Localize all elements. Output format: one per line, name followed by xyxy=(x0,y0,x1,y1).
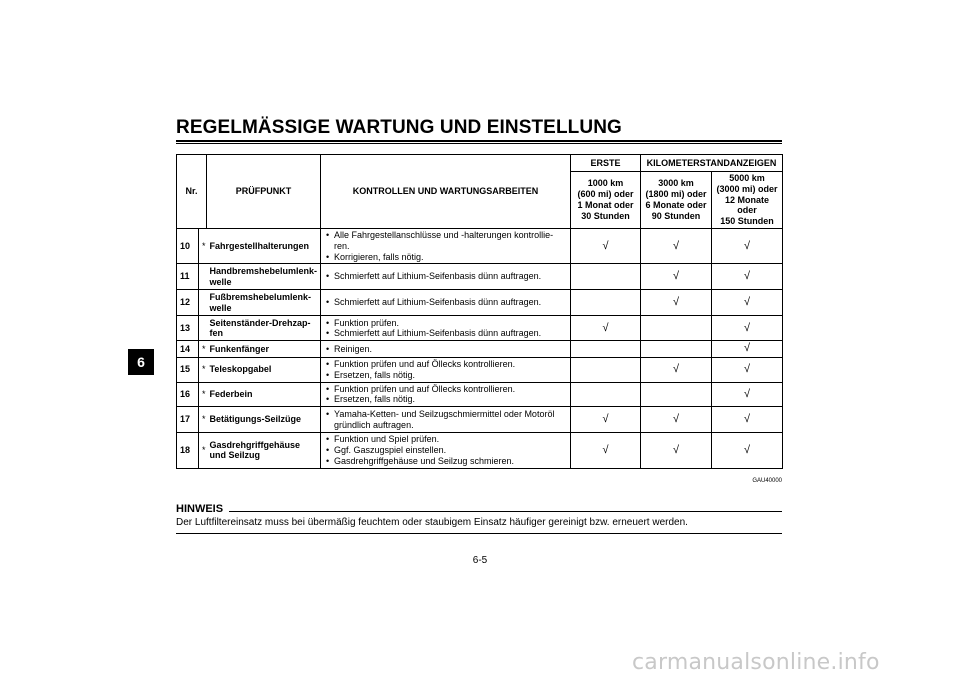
task-item: • Funktion prüfen und auf Öllecks kontrollieren. xyxy=(326,359,567,370)
row-point: Betätigungs-Seilzüge xyxy=(207,407,321,433)
row-star: * xyxy=(199,357,207,382)
page-title: REGELMÄSSIGE WARTUNG UND EINSTELLUNG xyxy=(176,117,622,138)
row-tasks xyxy=(321,228,571,263)
row-star xyxy=(199,264,207,290)
row-number: 10 xyxy=(177,228,199,263)
header-first: ERSTE xyxy=(571,155,641,172)
check-mark xyxy=(571,290,641,316)
row-tasks xyxy=(321,264,571,290)
task-item: • Gasdrehgriffgehäuse und Seilzug schmieren. xyxy=(326,456,567,467)
title-rule-thin xyxy=(176,143,782,144)
check-mark xyxy=(571,264,641,290)
watermark: carmanualsonline.info xyxy=(632,650,880,675)
row-point: Gasdrehgriffgehäuse und Seilzug xyxy=(207,433,321,468)
row-tasks xyxy=(321,407,571,433)
table-row xyxy=(177,357,783,382)
table-row xyxy=(177,382,783,407)
hinweis-bottom-rule xyxy=(176,533,782,534)
check-mark: √ xyxy=(712,316,783,341)
row-star: * xyxy=(199,228,207,263)
check-mark: √ xyxy=(641,357,712,382)
row-point: Handbremshebelumlenk- welle xyxy=(207,264,321,290)
header-interval-1: 1000 km (600 mi) oder 1 Monat oder 30 Stunden xyxy=(571,172,641,229)
check-mark xyxy=(571,382,641,407)
row-point: Federbein xyxy=(207,382,321,407)
header-interval-3: 5000 km (3000 mi) oder 12 Monate oder 150 Stunden xyxy=(712,172,783,229)
check-mark: √ xyxy=(712,357,783,382)
row-star: * xyxy=(199,341,207,357)
table-row xyxy=(177,316,783,341)
table-row xyxy=(177,264,783,290)
row-point: Teleskopgabel xyxy=(207,357,321,382)
row-tasks xyxy=(321,341,571,357)
check-mark: √ xyxy=(641,290,712,316)
row-point: Funkenfänger xyxy=(207,341,321,357)
task-item: • Funktion prüfen. xyxy=(326,318,567,329)
task-item: • Ersetzen, falls nötig. xyxy=(326,394,567,405)
check-mark: √ xyxy=(571,228,641,263)
check-mark: √ xyxy=(641,407,712,433)
check-mark: √ xyxy=(712,341,783,357)
check-mark: √ xyxy=(712,264,783,290)
row-tasks xyxy=(321,382,571,407)
row-tasks xyxy=(321,433,571,468)
task-item: • Korrigieren, falls nötig. xyxy=(326,252,567,263)
task-item: • Funktion prüfen und auf Öllecks kontrollieren. xyxy=(326,384,567,395)
table-row xyxy=(177,341,783,357)
row-point: Fußbremshebelumlenk- welle xyxy=(207,290,321,316)
hinweis-text: Der Luftfiltereinsatz muss bei übermäßig feuchtem oder staubigem Einsatz häufiger gereinigt bzw. erneuert werden. xyxy=(176,517,688,528)
check-mark: √ xyxy=(571,433,641,468)
row-number: 17 xyxy=(177,407,199,433)
row-point: Fahrgestellhalterungen xyxy=(207,228,321,263)
row-number: 12 xyxy=(177,290,199,316)
maintenance-table xyxy=(176,154,783,469)
check-mark xyxy=(641,382,712,407)
task-item: • Schmierfett auf Lithium-Seifenbasis dünn auftragen. xyxy=(326,297,567,308)
document-code: GAU40000 xyxy=(752,478,782,484)
check-mark: √ xyxy=(641,228,712,263)
page-number: 6-5 xyxy=(472,555,488,566)
title-rule xyxy=(176,140,782,142)
row-tasks xyxy=(321,316,571,341)
check-mark xyxy=(571,341,641,357)
row-number: 15 xyxy=(177,357,199,382)
table-row xyxy=(177,407,783,433)
hinweis-label: HINWEIS xyxy=(176,503,224,515)
check-mark: √ xyxy=(641,264,712,290)
task-item: • Alle Fahrgestellanschlüsse und -halterungen kontrollie- ren. xyxy=(326,230,567,252)
row-star: * xyxy=(199,382,207,407)
header-tasks: KONTROLLEN UND WARTUNGSARBEITEN xyxy=(321,155,571,229)
row-point: Seitenständer-Drehzap- fen xyxy=(207,316,321,341)
task-item: • Ersetzen, falls nötig. xyxy=(326,370,567,381)
task-item: • Ggf. Gaszugspiel einstellen. xyxy=(326,445,567,456)
row-number: 18 xyxy=(177,433,199,468)
task-item: • Yamaha-Ketten- und Seilzugschmiermittel oder Motoröl gründlich auftragen. xyxy=(326,409,567,431)
check-mark xyxy=(571,357,641,382)
check-mark: √ xyxy=(571,316,641,341)
chapter-tab: 6 xyxy=(128,349,154,375)
check-mark: √ xyxy=(712,407,783,433)
header-interval-2: 3000 km (1800 mi) oder 6 Monate oder 90 Stunden xyxy=(641,172,712,229)
task-item: • Schmierfett auf Lithium-Seifenbasis dünn auftragen. xyxy=(326,328,567,339)
header-odometer: KILOMETERSTANDANZEIGEN xyxy=(641,155,783,172)
row-tasks xyxy=(321,357,571,382)
row-star xyxy=(199,316,207,341)
check-mark xyxy=(641,316,712,341)
row-number: 11 xyxy=(177,264,199,290)
check-mark: √ xyxy=(712,382,783,407)
row-star: * xyxy=(199,433,207,468)
table-row xyxy=(177,433,783,468)
task-item: • Schmierfett auf Lithium-Seifenbasis dünn auftragen. xyxy=(326,271,567,282)
check-mark: √ xyxy=(712,290,783,316)
table-row xyxy=(177,290,783,316)
check-mark xyxy=(641,341,712,357)
check-mark: √ xyxy=(712,433,783,468)
task-item: • Funktion und Spiel prüfen. xyxy=(326,434,567,445)
row-tasks xyxy=(321,290,571,316)
check-mark: √ xyxy=(571,407,641,433)
header-point: PRÜFPUNKT xyxy=(207,155,321,229)
row-number: 16 xyxy=(177,382,199,407)
row-number: 13 xyxy=(177,316,199,341)
header-nr: Nr. xyxy=(177,155,207,229)
table-row xyxy=(177,228,783,263)
check-mark: √ xyxy=(712,228,783,263)
row-number: 14 xyxy=(177,341,199,357)
task-item: • Reinigen. xyxy=(326,344,567,355)
hinweis-rule xyxy=(229,511,782,512)
row-star xyxy=(199,290,207,316)
row-star: * xyxy=(199,407,207,433)
check-mark: √ xyxy=(641,433,712,468)
